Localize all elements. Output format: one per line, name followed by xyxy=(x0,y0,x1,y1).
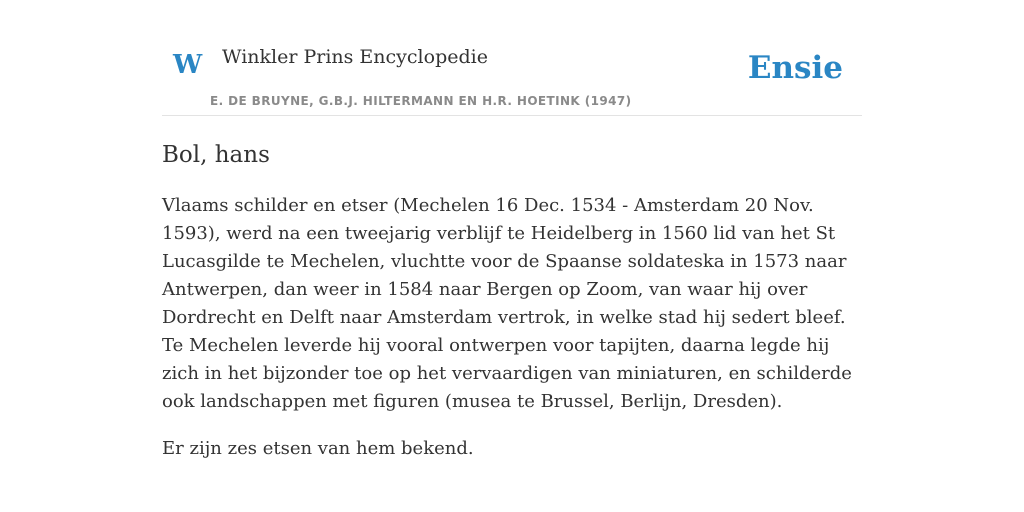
entry-paragraph: Er zijn zes etsen van hem bekend. xyxy=(162,437,474,459)
source-title[interactable]: Winkler Prins Encyclopedie xyxy=(222,46,488,68)
entry-title: Bol, hans xyxy=(162,142,270,168)
entry-body xyxy=(162,192,862,463)
source-authors: E. DE BRUYNE, G.B.J. HILTERMANN EN H.R. HOETINK (1947) xyxy=(210,94,632,108)
source-header xyxy=(162,40,862,116)
entry-card xyxy=(162,40,862,463)
entry-paragraph: Vlaams schilder en etser (Mechelen 16 Dec. 1534 - Amsterdam 20 Nov. 1593), werd na een tweejarig verblijf te Heidelberg in 1560 lid van het St Lucasgilde te Mechelen, vluchtte voor de Spaanse soldateska in 1573 naar Antwerpen, dan weer in 1584 naar Bergen op Zoom, van waar hij over Dordrecht en Delft naar Amsterdam vertrok, in welke stad hij sedert bleef. Te Mechelen leverde hij vooral ontwerpen voor tapijten, daarna legde hij zich in het bijzonder toe op het vervaardigen van miniaturen, en schilderde ook landschappen met figuren (musea te Brussel, Berlijn, Dresden). xyxy=(162,194,852,412)
source-logo[interactable]: W xyxy=(173,50,203,80)
brand-logo[interactable]: Ensie xyxy=(747,50,843,86)
